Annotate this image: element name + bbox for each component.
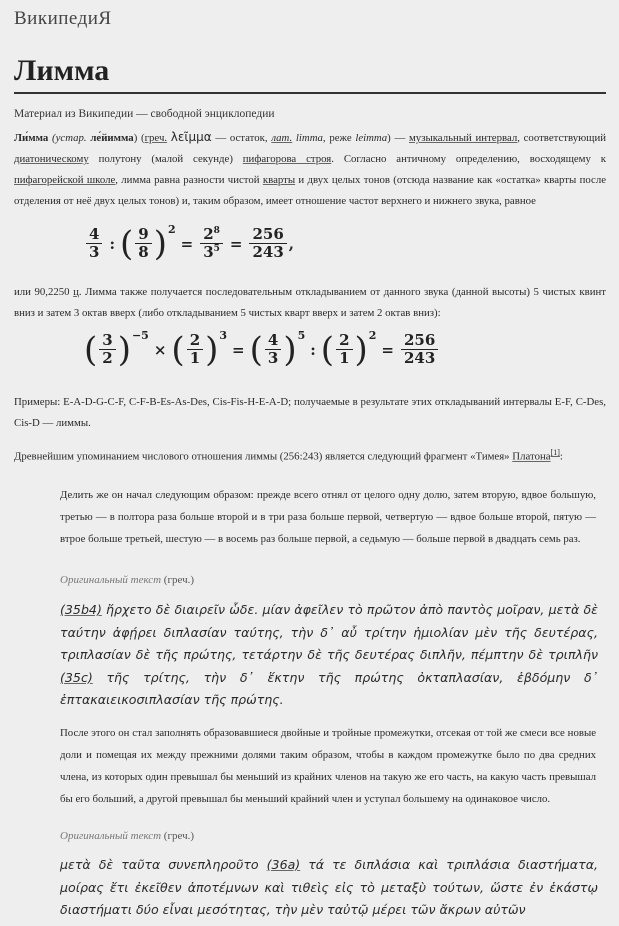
latin-abbr-link[interactable]: лат. [271, 132, 293, 144]
greek-abbr-link[interactable]: греч. [144, 132, 168, 144]
wikipedia-wordmark[interactable]: ВикипедиЯ [14, 8, 112, 29]
earliest-text: : [559, 450, 563, 463]
math-operator: = [180, 234, 194, 253]
intro-text: полутону (малой секунде) [98, 153, 233, 165]
greek-text: τά τε διπλάσια καὶ τριπλάσια διαστήματα, μοίρας ἔτι ἐκεῖθεν ἀποτέμνων καὶ τιθεὶς εἰς τὸ μεταξὺ τούτων, ὥστε ἐν ἑκάστῳ διαστήματι δύο εἶναι μεσότητας, τὴν μὲν ταὐτῷ μέρει τῶν ἄκρων αὐτῶν [60, 857, 598, 917]
math-fraction: $\frac{256}{243}$ [249, 226, 286, 262]
stephanus-marker[interactable]: (36a) [266, 857, 301, 872]
link-pythagorean-tuning[interactable]: пифагорова строя [242, 153, 332, 165]
para2-text: или 90,2250 [14, 286, 70, 298]
math-exponent: 2 [167, 223, 176, 237]
link-fourth[interactable]: кварты [262, 174, 296, 186]
math-operator: : [109, 234, 115, 253]
intro-text: , соответствующий [517, 132, 607, 144]
intro-text: и двух целых тонов (отсюда название как «остатка» кварты после отделения от неё двух целых тонов) и, таким образом, имеет отношение частот верхнего и нижнего звука, равное [14, 174, 607, 207]
stephanus-marker[interactable]: (35c) [60, 669, 93, 685]
latin-word: limma [295, 132, 323, 144]
greek-word: λεῖμμα [170, 130, 212, 144]
examples-paragraph: Примеры: E-A-D-G-C-F, C-F-B-Es-As-Des, Cis-Fis-H-E-A-D; получаемые в результате этих откладываний интервалы E-F, C-Des, Cis-D — лиммы. [14, 396, 606, 429]
formula-1: $\frac{4}{3}$ : ( $\frac{9}{8}$ ) $^2$ = $\frac{2^8}{3^5}$ = $\frac{256}{243}$ , [84, 226, 294, 262]
greek-text: ἤρχετο δὲ διαιρεῖν ὧδε. μίαν ἀφεῖλεν τὸ πρῶτον ἀπὸ παντὸς μοῖραν, μετὰ δὲ ταύτην ἀφῄρει διπλασίαν ταύτης, τὴν δ᾽ αὖ τρίτην ἡμιολίαν μὲν τῆς δευτέρας, τριπλασίαν δὲ τῆς πρώτης, τετάρτην δὲ τῆς δευτέρας διπλῆν, πέμπτην δὲ τριπλῆν [60, 602, 598, 662]
link-diatonic[interactable]: диатоническому [14, 153, 89, 165]
latin-word-2: leimma [355, 132, 388, 144]
link-musical-interval[interactable]: музыкальный интервал [408, 132, 518, 144]
stephanus-marker[interactable]: (35b4) [60, 602, 102, 617]
intro-text: (устар. [52, 132, 87, 144]
quote-translation-2: После этого он стал заполнять образовавшиеся двойные и тройные промежутки, отсекая от той же смеси все новые доли и помещая их между прежними долями таким образом, чтобы в каждом промежутке было по два средних члена, из которых один превышал бы меньший из крайних членов на такую же его часть, на какую часть превышал бы его больший, а другой превышал бы меньший крайний член и уступал большему на одинаковое число. [60, 727, 596, 805]
second-paragraph [14, 282, 606, 324]
title-divider [14, 92, 606, 94]
original-text-toggle-2[interactable]: Оригинальный текст (греч.) [60, 830, 195, 842]
alt-name: ле́йимма [90, 132, 134, 144]
math-punct: , [288, 234, 295, 253]
quote-translation-1: Делить же он начал следующим образом: прежде всего отнял от целого одну долю, затем вторую, вдвое большую, третью — в полтора раза больше второй и в три раза больше первой, четвертую — вдвое больше второй, пятую — втрое больше третьей, шестую — в восемь раз больше первой, а седьмую — больше первой в двадцать семь раз. [60, 489, 596, 545]
intro-text: ) ( [133, 132, 145, 144]
math-fraction: $\frac{9}{8}$ [135, 226, 151, 262]
site-tagline: Материал из Википедии — свободной энциклопедии [14, 108, 275, 120]
intro-paragraph [14, 127, 606, 212]
footnote-ref[interactable]: [1] [550, 448, 560, 457]
intro-text: . Согласно античному определению, восходящему к [331, 153, 607, 165]
greek-quote-1 [60, 599, 598, 712]
intro-text: , реже [322, 132, 352, 144]
term-bold: Ли́мма [14, 132, 49, 144]
para2-text: . Лимма также получается последовательным откладыванием от данного звука (данной высоты) 5 чистых квинт вниз и затем 3 октав вверх (либо откладыванием 5 чистых кварт вверх и затем 2 октав вниз): [14, 286, 606, 319]
greek-text: μετὰ δὲ ταῦτα συνεπληροῦτο [60, 857, 259, 872]
page-title: Лимма [14, 54, 110, 87]
link-plato[interactable]: Платона [512, 450, 551, 463]
formula-2: ( $\frac{3}{2}$ ) $^{-5}$ × ( $\frac{2}{1}$ ) $^3$ = ( $\frac{4}{3}$ ) $^5$ : ( $\frac{2}{1}$ ) $^2$ = $\frac{256}{243}$ [84, 332, 440, 368]
math-fraction: $\frac{4}{3}$ [86, 226, 102, 262]
math-operator: = [229, 234, 243, 253]
intro-text: , лимма равна разности чистой [115, 174, 260, 186]
greek-quote-2 [60, 854, 598, 922]
link-pythagorean-school[interactable]: пифагорейской школе [14, 174, 116, 186]
math-fraction: $\frac{2^8}{3^5}$ [200, 226, 223, 262]
original-text-toggle-1[interactable]: Оригинальный текст (греч.) [60, 574, 195, 586]
earliest-text: Древнейшим упоминанием числового отношения лиммы (256:243) является следующий фрагмент «Тимея» [14, 450, 510, 463]
greek-text: τῆς τρίτης, τὴν δ᾽ ἕκτην τῆς πρώτης ὀκταπλασίαν, ἑβδόμην δ᾽ ἑπτακαιεικοσιπλασίαν τῆς πρώτης. [60, 669, 598, 707]
earliest-mention-paragraph [14, 442, 606, 468]
intro-text: — остаток, [215, 132, 268, 144]
link-cents[interactable]: ц [73, 286, 79, 298]
intro-text: ) — [387, 132, 406, 144]
